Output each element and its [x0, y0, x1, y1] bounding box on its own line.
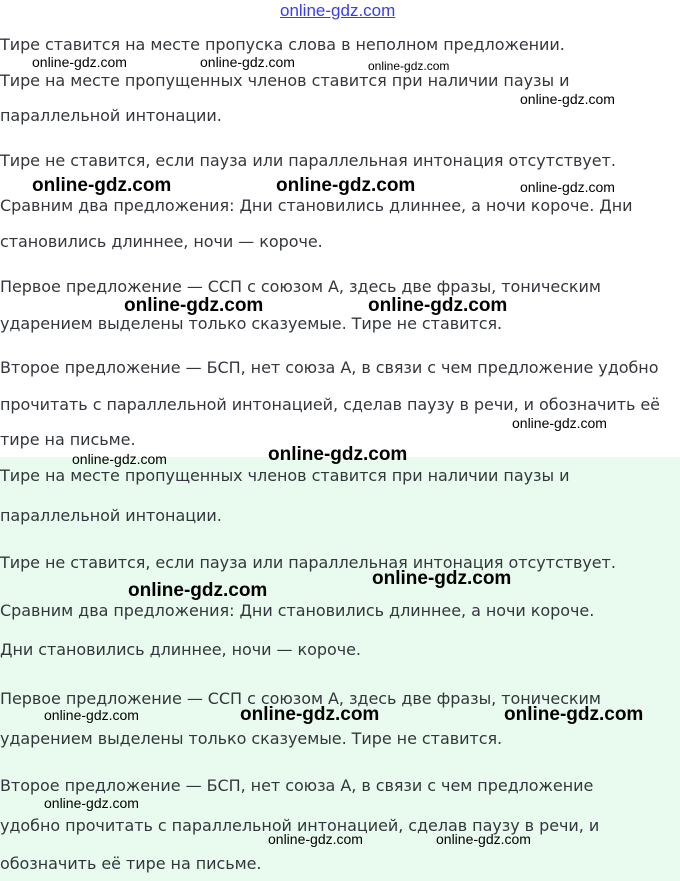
text-line: параллельной интонации. — [0, 506, 222, 525]
text-line: Второе предложение — БСП, нет союза А, в связи с чем предложение удобно — [0, 358, 659, 377]
text-line: Сравним два предложения: Дни становились длиннее, а ночи короче. — [0, 601, 595, 620]
text-line: удобно прочитать с параллельной интонацией, сделав паузу в речи, и — [0, 816, 600, 835]
text-line: Тире ставится на месте пропуска слова в неполном предложении. — [0, 35, 565, 54]
text-line: Дни становились длиннее, ночи — короче. — [0, 640, 361, 659]
watermark: online-gdz.com — [504, 704, 644, 725]
watermark: online-gdz.com — [32, 54, 127, 70]
watermark: online-gdz.com — [372, 568, 512, 589]
text-line: Первое предложение — ССП с союзом А, здесь две фразы, тоническим — [0, 277, 601, 296]
watermark: online-gdz.com — [436, 831, 531, 847]
header-site-link[interactable]: online-gdz.com — [280, 1, 396, 20]
watermark: online-gdz.com — [368, 295, 508, 316]
watermark: online-gdz.com — [44, 795, 139, 811]
watermark: online-gdz.com — [200, 54, 295, 70]
watermark: online-gdz.com — [44, 707, 139, 723]
text-line: Тире на месте пропущенных членов ставится при наличии паузы и — [0, 71, 570, 90]
watermark: online-gdz.com — [72, 451, 167, 467]
text-line: Первое предложение — ССП с союзом А, здесь две фразы, тоническим — [0, 689, 601, 708]
text-line: Второе предложение — БСП, нет союза А, в связи с чем предложение — [0, 776, 594, 795]
text-line: Сравним два предложения: Дни становились длиннее, а ночи короче. Дни — [0, 196, 633, 215]
text-line: параллельной интонации. — [0, 106, 222, 125]
watermark: online-gdz.com — [276, 175, 416, 196]
text-line: становились длиннее, ночи — короче. — [0, 232, 323, 251]
text-line: ударением выделены только сказуемые. Тире не ставится. — [0, 314, 503, 333]
text-line: Тире не ставится, если пауза или параллельная интонация отсутствует. — [0, 151, 616, 170]
watermark: online-gdz.com — [128, 580, 268, 601]
watermark: online-gdz.com — [520, 91, 615, 107]
watermark: online-gdz.com — [240, 704, 380, 725]
watermark: online-gdz.com — [268, 831, 363, 847]
text-line: Тире не ставится, если пауза или параллельная интонация отсутствует. — [0, 553, 616, 572]
watermark: online-gdz.com — [368, 59, 450, 73]
watermark: online-gdz.com — [268, 444, 408, 465]
text-line: Тире на месте пропущенных членов ставится при наличии паузы и — [0, 466, 570, 485]
watermark: online-gdz.com — [32, 175, 172, 196]
text-line: ударением выделены только сказуемые. Тире не ставится. — [0, 729, 503, 748]
watermark: online-gdz.com — [124, 295, 264, 316]
text-line: тире на письме. — [0, 430, 136, 449]
text-line: обозначить её тире на письме. — [0, 854, 262, 873]
watermark: online-gdz.com — [520, 179, 615, 195]
watermark: online-gdz.com — [512, 415, 607, 431]
text-line: прочитать с параллельной интонацией, сделав паузу в речи, и обозначить её — [0, 395, 660, 414]
